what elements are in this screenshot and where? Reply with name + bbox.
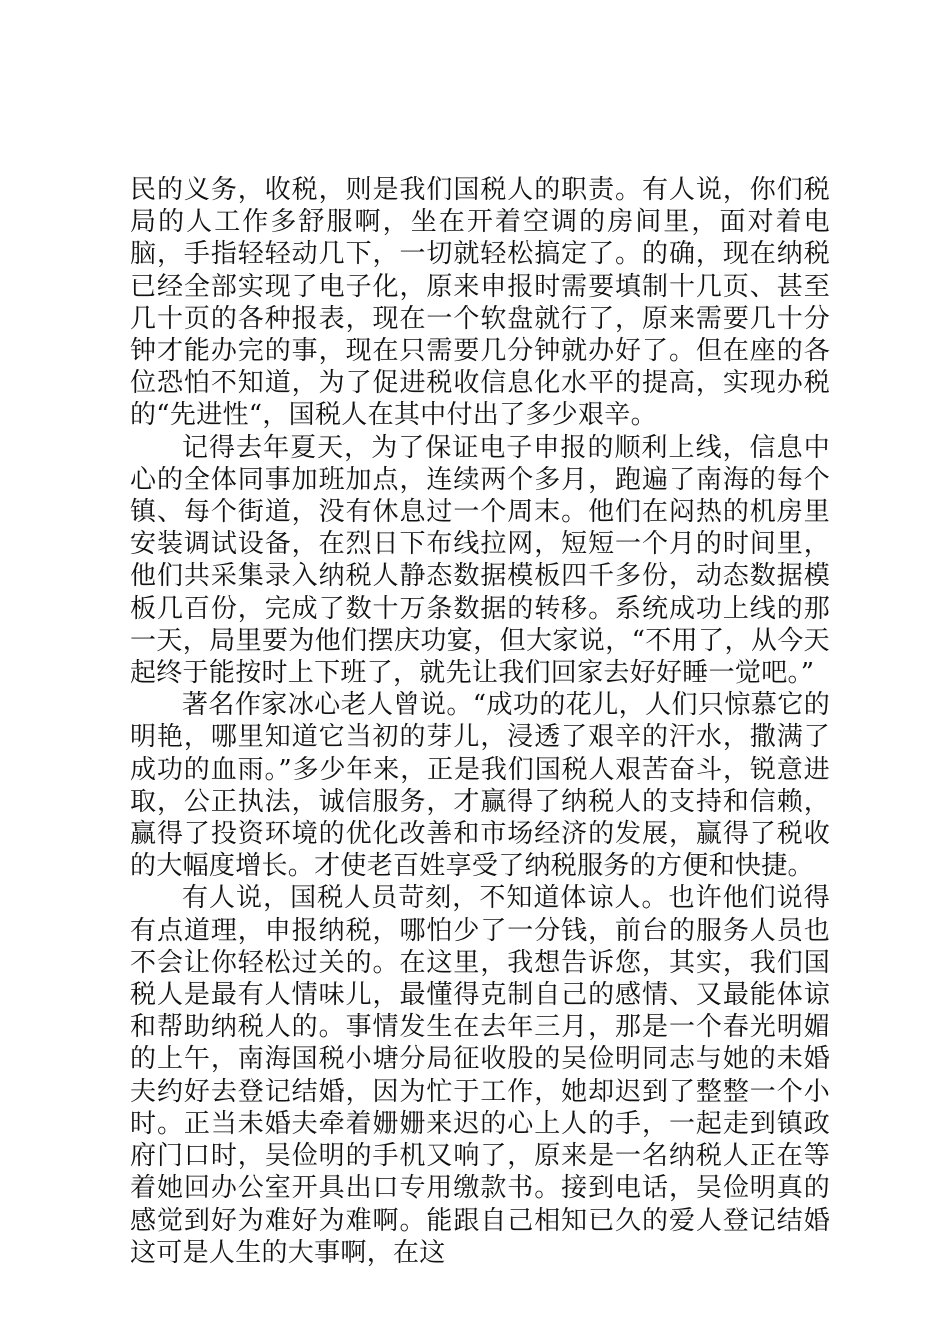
paragraph-tax-staff-story: 有人说，国税人员苛刻，不知道体谅人。也许他们说得有点道理，申报纳税，哪怕少了一分钱，前台的服务人员也不会让你轻松过关的。在这里，我想告诉您，其实，我们国税人是最有人情味儿，最懂得克制自己的感情、又最能体谅和帮助纳税人的。事情发生在去年三月，那是一个春光明媚的上午，南海国税小塘分局征收股的吴俭明同志与她的未婚夫约好去登记结婚，因为忙于工作，她却迟到了整整一个小时。正当未婚夫牵着姗姗来迟的心上人的手，一起走到镇政府门口时，吴俭明的手机又响了，原来是一名纳税人正在等着她回办公室开具出口专用缴款书。接到电话，吴俭明真的感觉到好为难好为难啊。能跟自己相知已久的爱人登记结婚这可是人生的大事啊，在这 [130,883,830,1268]
document-body [130,174,830,1269]
paragraph-continuation: 民的义务，收税，则是我们国税人的职责。有人说，你们税局的人工作多舒服啊，坐在开着空调的房间里，面对着电脑，手指轻轻动几下，一切就轻松搞定了。的确，现在纳税已经全部实现了电子化，原来申报时需要填制十几页、甚至几十页的各种报表，现在一个软盘就行了，原来需要几十分钟才能办完的事，现在只需要几分钟就办好了。但在座的各位恐怕不知道，为了促进税收信息化水平的提高，实现办税的“先进性“，国税人在其中付出了多少艰辛。 [130,175,830,431]
paragraph-summer-launch: 记得去年夏天，为了保证电子申报的顺利上线，信息中心的全体同事加班加点，连续两个多月，跑遍了南海的每个镇、每个街道，没有休息过一个周末。他们在闷热的机房里安装调试设备，在烈日下布线拉网，短短一个月的时间里，他们共采集录入纳税人静态数据模板四千多份，动态数据模板几百份，完成了数十万条数据的转移。系统成功上线的那一天，局里要为他们摆庆功宴，但大家说，“不用了，从今天起终于能按时上下班了，就先让我们回家去好好睡一觉吧。” [130,432,830,689]
paragraph-bingxin-quote: 著名作家冰心老人曾说。“成功的花儿，人们只惊慕它的明艳，哪里知道它当初的芽儿，浸透了艰辛的汗水，撒满了成功的血雨。”多少年来，正是我们国税人艰苦奋斗，锐意进取，公正执法，诚信服务，才赢得了纳税人的支持和信赖，赢得了投资环境的优化改善和市场经济的发展，赢得了税收的大幅度增长。才使老百姓享受了纳税服务的方便和快捷。 [130,690,830,882]
